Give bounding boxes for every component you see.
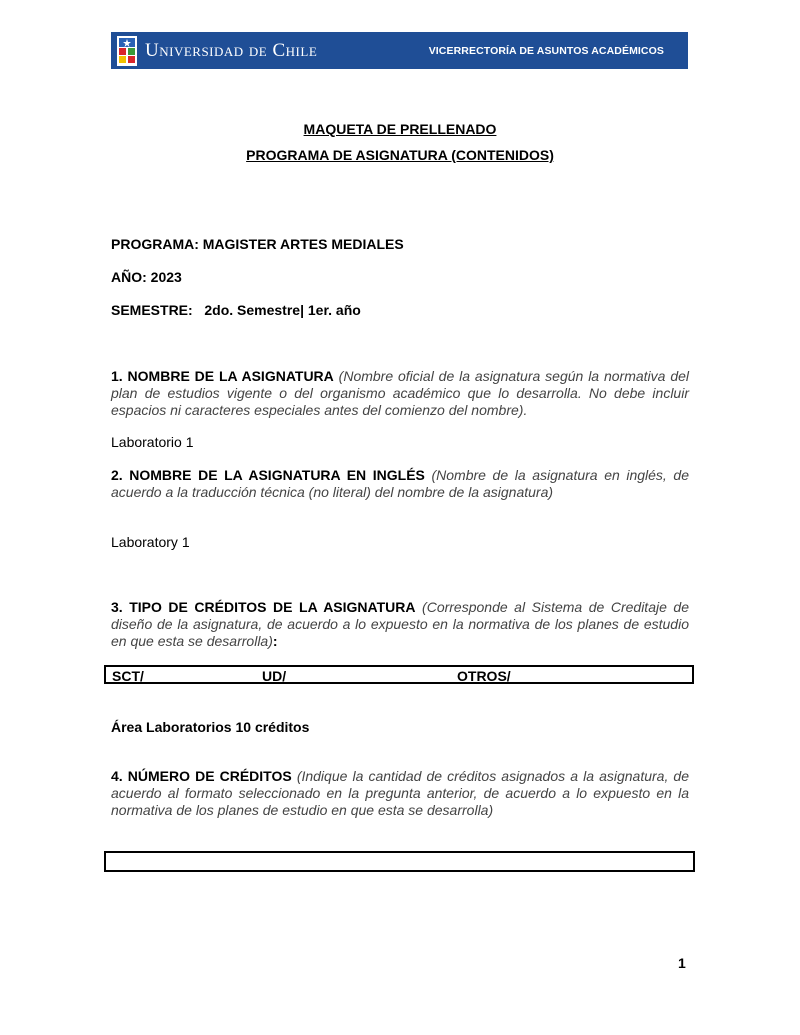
section-3 <box>111 599 689 650</box>
section-3-hint: (Corresponde al Sistema de Creditaje de diseño de la asignatura, de acuerdo a lo expuesto en la normativa de los planes de estudio en que esta se desarrolla) <box>111 599 689 649</box>
section-1-hint: (Nombre oficial de la asignatura según la normativa del plan de estudios vigente o del organismo académico que lo desarrolla. No debe incluir espacios ni caracteres especiales antes del comienzo del nombre). <box>111 368 690 418</box>
vicerrectoria-label: VICERRECTORÍA DE ASUNTOS ACADÉMICOS <box>428 45 664 57</box>
semestre-line <box>111 302 361 318</box>
section-2-hint: (Nombre de la asignatura en inglés, de acuerdo a la traducción técnica (no literal) del nombre de la asignatura) <box>111 467 689 500</box>
credit-type-box <box>104 665 694 684</box>
section-4 <box>111 768 689 819</box>
credit-option-sct: SCT/ <box>112 668 144 684</box>
document-subtitle: PROGRAMA DE ASIGNATURA (CONTENIDOS) <box>246 147 554 163</box>
section-2-heading: 2. NOMBRE DE LA ASIGNATURA EN INGLÉS <box>111 467 425 483</box>
section-1-heading: 1. NOMBRE DE LA ASIGNATURA <box>111 368 334 384</box>
section-4-hint: (Indique la cantidad de créditos asignados a la asignatura, de acuerdo al formato seleccionado en la pregunta anterior, de acuerdo a lo expuesto en la normativa de los planes de estudio en que esta se desarrolla) <box>111 768 689 818</box>
credit-option-ud: UD/ <box>262 668 287 684</box>
section-3-answer: Área Laboratorios 10 créditos <box>111 719 310 735</box>
section-1 <box>111 368 689 419</box>
semestre-label: SEMESTRE: <box>111 302 193 318</box>
credit-option-otros: OTROS/ <box>457 668 511 684</box>
section-2-answer: Laboratory 1 <box>111 534 190 550</box>
credit-number-box <box>104 851 695 872</box>
university-crest-icon <box>117 36 137 66</box>
document-title: MAQUETA DE PRELLENADO <box>303 121 497 137</box>
section-2 <box>111 467 689 501</box>
section-1-answer: Laboratorio 1 <box>111 434 194 450</box>
university-name: Universidad de Chile <box>145 40 318 61</box>
section-4-heading: 4. NÚMERO DE CRÉDITOS <box>111 768 292 784</box>
page-number: 1 <box>678 955 686 971</box>
section-3-heading: 3. TIPO DE CRÉDITOS DE LA ASIGNATURA <box>111 599 416 615</box>
semestre-value: 2do. Semestre| 1er. año <box>204 302 361 318</box>
anio-line: AÑO: 2023 <box>111 269 182 285</box>
section-3-colon: : <box>272 633 278 649</box>
header-banner <box>111 32 688 69</box>
programa-line: PROGRAMA: MAGISTER ARTES MEDIALES <box>111 236 404 252</box>
